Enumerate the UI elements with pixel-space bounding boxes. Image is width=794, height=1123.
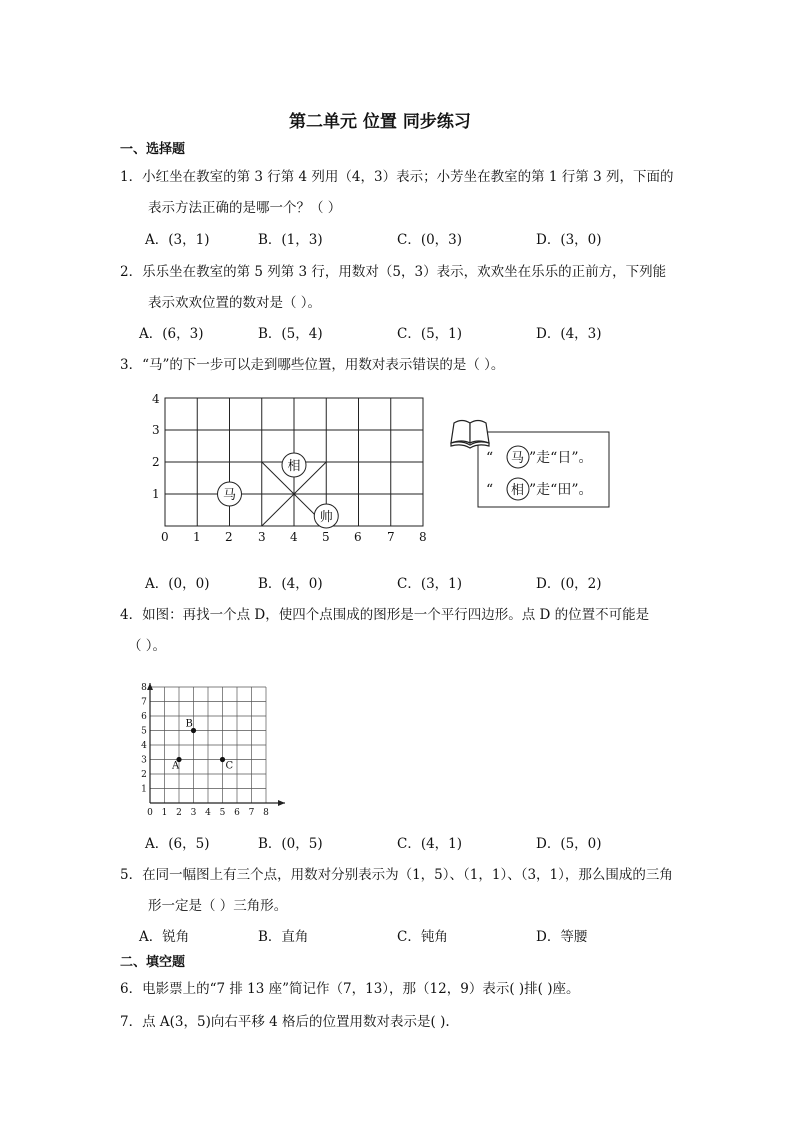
question-3-line1: 3．“马”的下一步可以走到哪些位置，用数对表示错误的是（ ）。	[120, 357, 505, 373]
point-label-a: A	[172, 760, 180, 772]
question-1-line2: 表示方法正确的是哪一个？（ ）	[148, 200, 342, 216]
rule1-piece: 马	[511, 451, 525, 466]
rule1-text: ”走“日”。	[529, 450, 593, 466]
point-label-c: C	[225, 760, 234, 772]
x-tick-label: 1	[161, 808, 168, 818]
x-tick: 2	[225, 530, 233, 544]
piece-horse-label: 马	[222, 488, 237, 503]
y-tick-label: 4	[141, 741, 147, 751]
x-tick: 6	[354, 530, 362, 544]
q4-option-b[interactable]: B．(0，5)	[258, 836, 323, 852]
rule-box-figure	[448, 415, 614, 511]
question-1-line1: 1．小红坐在教室的第 3 行第 4 列用（4，3）表示；小芳坐在教室的第 1 行第 3 列，下面的	[120, 169, 674, 185]
y-tick-label: 1	[141, 784, 147, 795]
q2-option-a[interactable]: A．(6，3)	[139, 326, 204, 342]
x-tick-label: 4	[205, 808, 211, 818]
point-c	[220, 757, 225, 762]
q1-option-c[interactable]: C．(0，3)	[397, 232, 463, 248]
y-axis-arrow	[147, 683, 153, 690]
question-2-line2: 表示欢欢位置的数对是（ ）。	[148, 295, 322, 311]
q1-option-a[interactable]: A．(3，1)	[145, 232, 210, 248]
question-4-line1: 4．如图：再找一个点 D，使四个点围成的图形是一个平行四边形。点 D 的位置不可能是	[120, 607, 650, 623]
section-heading-fill: 二、填空题	[120, 955, 186, 970]
q3-option-c[interactable]: C．(3，1)	[397, 576, 463, 592]
q2-option-c[interactable]: C．(5，1)	[397, 326, 463, 342]
y-tick: 4	[152, 392, 160, 406]
coordinate-grid-figure	[135, 680, 295, 820]
question-7: 7．点 A(3，5)向右平移 4 格后的位置用数对表示是( ).	[120, 1014, 450, 1030]
q4-option-d[interactable]: D．(5，0)	[536, 836, 602, 852]
q1-option-d[interactable]: D．(3，0)	[536, 232, 602, 248]
x-tick: 7	[387, 530, 395, 544]
question-5-line2: 形一定是（ ）三角形。	[148, 898, 288, 914]
piece-elephant-label: 相	[287, 459, 301, 474]
rule2-open-quote: “	[486, 482, 494, 498]
q2-option-b[interactable]: B．(5，4)	[258, 326, 323, 342]
page-title: 第二单元 位置 同步练习	[289, 112, 471, 132]
point-label-b: B	[185, 718, 193, 730]
x-tick-label: 8	[263, 808, 269, 818]
x-tick-label: 3	[190, 808, 197, 818]
chess-board-figure	[140, 388, 440, 550]
q5-option-a[interactable]: A．锐角	[139, 929, 190, 945]
rule1-open-quote: “	[486, 450, 494, 466]
q4-option-c[interactable]: C．(4，1)	[397, 836, 463, 852]
y-tick-label: 5	[141, 726, 147, 737]
question-5-line1: 5．在同一幅图上有三个点，用数对分别表示为（1，5）、（1，1）、（3，1），那么围成的三角	[120, 867, 673, 883]
q3-option-a[interactable]: A．(0，0)	[145, 576, 210, 592]
x-tick: 8	[419, 530, 427, 544]
q5-option-b[interactable]: B．直角	[258, 929, 309, 945]
y-tick: 1	[152, 487, 160, 501]
x-tick: 0	[161, 530, 169, 544]
q3-option-d[interactable]: D．(0，2)	[536, 576, 602, 592]
x-tick: 4	[290, 530, 298, 544]
y-tick-label: 6	[141, 712, 147, 722]
q2-option-d[interactable]: D．(4，3)	[536, 326, 602, 342]
x-tick: 5	[322, 530, 330, 544]
q5-option-c[interactable]: C．钝角	[397, 929, 448, 945]
x-tick-label: 2	[176, 808, 182, 818]
q4-option-a[interactable]: A．(6，5)	[145, 836, 210, 852]
question-2-line1: 2．乐乐坐在教室的第 5 列第 3 行，用数对（5，3）表示，欢欢坐在乐乐的正前方，下列能	[120, 264, 667, 280]
x-tick-label: 0	[147, 808, 153, 818]
x-tick-label: 5	[219, 808, 226, 818]
x-axis-arrow	[278, 800, 285, 806]
q1-option-b[interactable]: B．(1，3)	[258, 232, 323, 248]
y-tick-label: 2	[141, 770, 147, 780]
x-tick-label: 7	[248, 808, 255, 818]
q3-option-b[interactable]: B．(4，0)	[258, 576, 323, 592]
section-heading-choice: 一、选择题	[120, 142, 186, 157]
y-tick: 2	[152, 455, 160, 469]
y-tick: 3	[152, 423, 160, 437]
y-tick-label: 8	[141, 683, 147, 693]
rule2-text: ”走“田”。	[529, 482, 593, 498]
book-icon	[451, 421, 489, 449]
x-tick-label: 6	[234, 808, 240, 818]
q5-option-d[interactable]: D．等腰	[536, 929, 588, 945]
x-tick: 3	[258, 530, 266, 544]
piece-general-label: 帅	[319, 510, 333, 525]
y-tick-label: 7	[141, 697, 147, 708]
question-6: 6．电影票上的“7 排 13 座”简记作（7，13），那（12，9）表示( )排( )座。	[120, 981, 580, 997]
question-4-line2: （ ）。	[128, 638, 167, 654]
x-tick: 1	[193, 530, 201, 544]
rule2-piece: 相	[511, 483, 525, 498]
y-tick-label: 3	[141, 755, 147, 766]
